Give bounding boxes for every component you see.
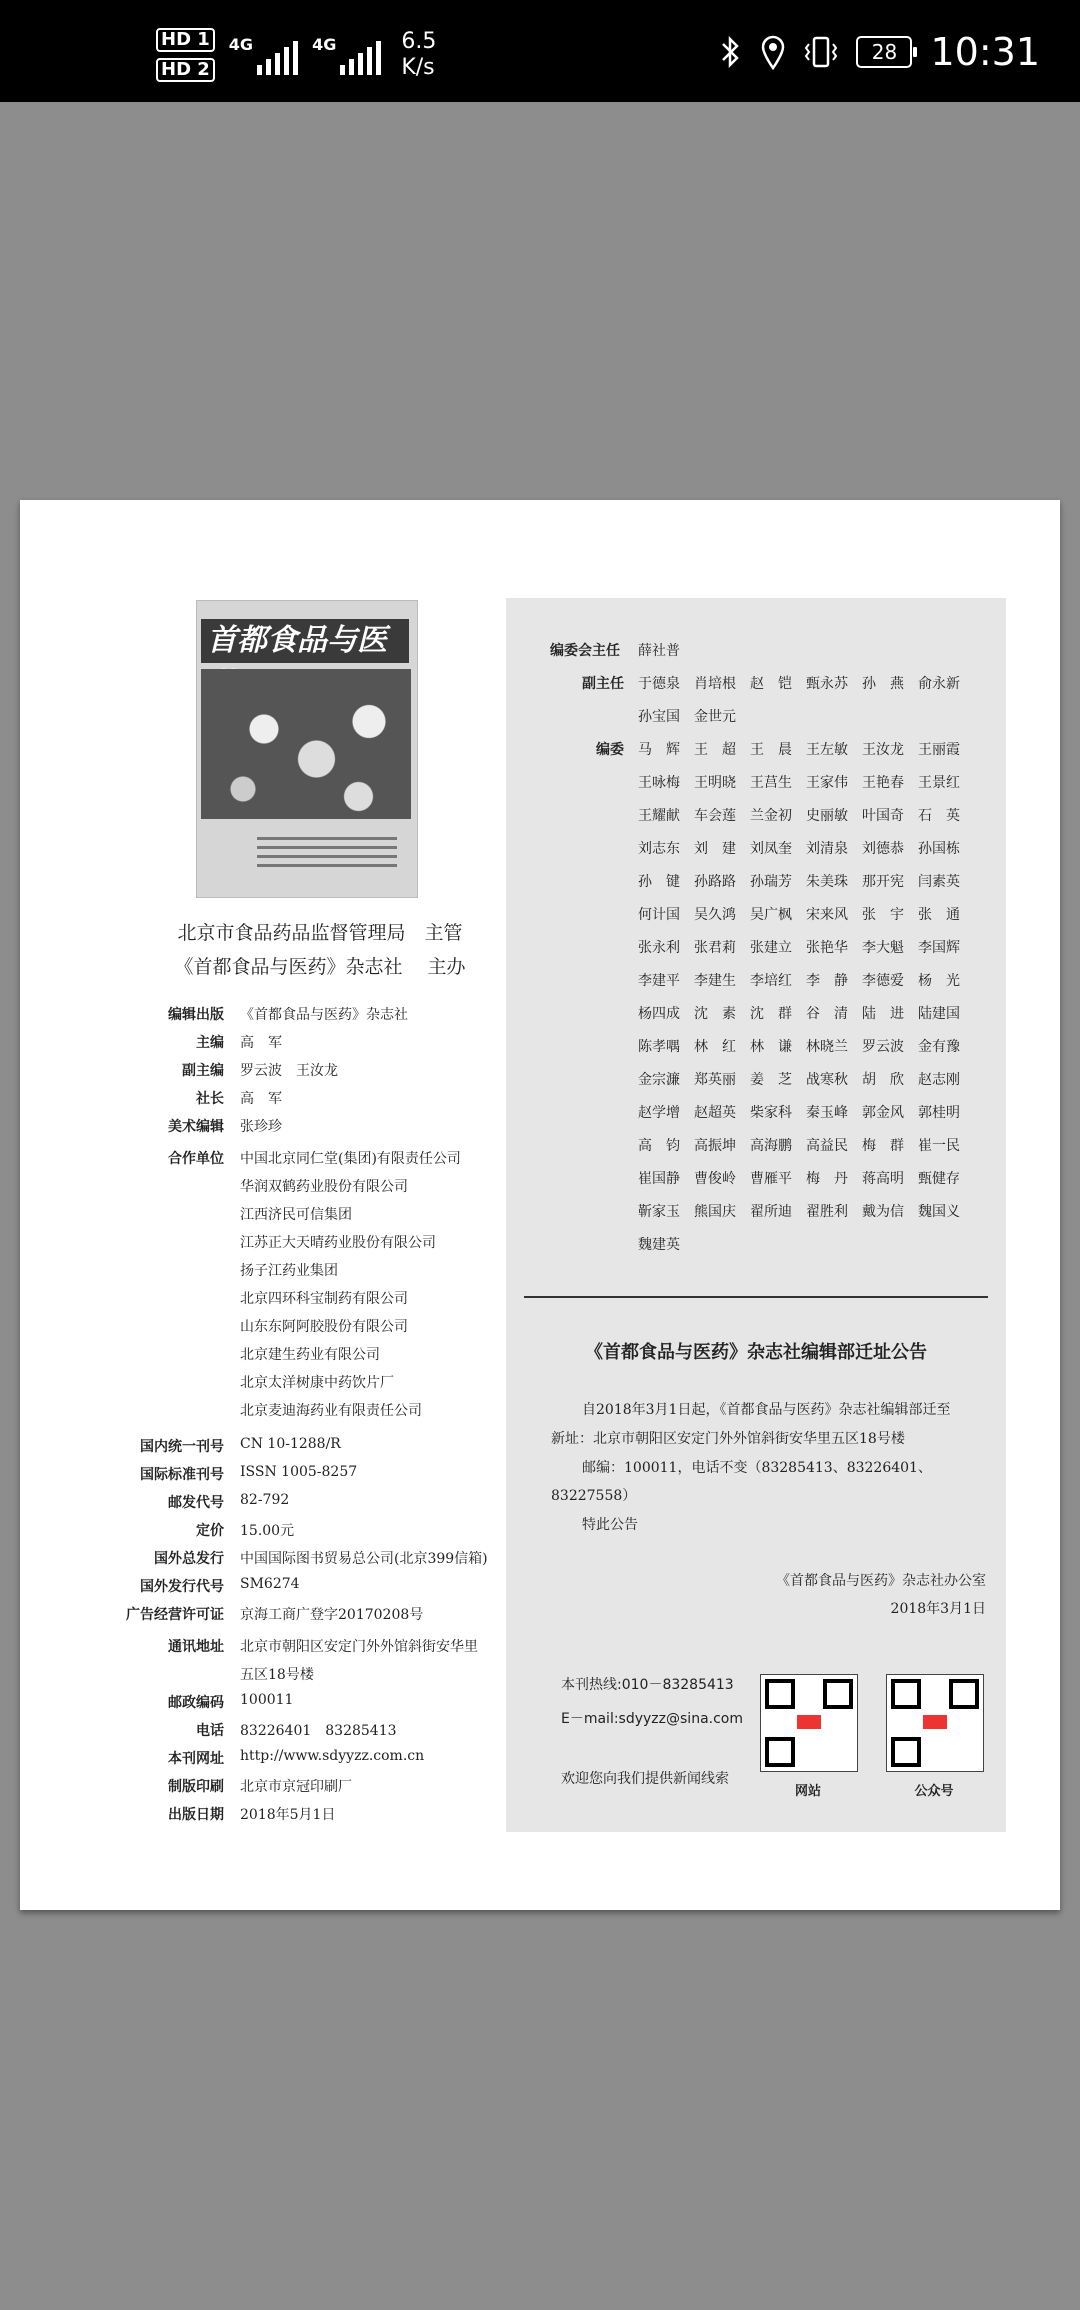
network-2-label: 4G bbox=[312, 35, 337, 54]
info-value: SM6274 bbox=[240, 1576, 300, 1592]
publisher-line-2: 《首都食品与医药》杂志社 主办 bbox=[174, 956, 466, 978]
notice-line: 83227558） bbox=[551, 1488, 637, 1504]
website-qr-code[interactable] bbox=[760, 1674, 858, 1772]
info-value: 《首都食品与医药》杂志社 bbox=[240, 1007, 408, 1023]
info-value: http://www.sdyyzz.com.cn bbox=[240, 1748, 425, 1764]
notice-signoff-org: 《首都食品与医药》杂志社办公室 bbox=[776, 1573, 986, 1589]
info-key: 社长 bbox=[196, 1091, 224, 1107]
notice-title: 《首都食品与医药》杂志社编辑部迁址公告 bbox=[585, 1342, 927, 1363]
wechat-qr-code[interactable] bbox=[886, 1674, 984, 1772]
editorial-member-row: 高 钧 高振坤 高海鹏 高益民 梅 群 崔一民 bbox=[638, 1138, 960, 1154]
notice-line: 新址：北京市朝阳区安定门外外馆斜街安华里五区18号楼 bbox=[551, 1431, 905, 1447]
info-key: 通讯地址 bbox=[168, 1639, 224, 1655]
editorial-member-row: 刘志东 刘 建 刘凤奎 刘清泉 刘德恭 孙国栋 bbox=[638, 841, 960, 857]
info-value: ISSN 1005-8257 bbox=[240, 1464, 358, 1480]
info-value: 张珍珍 bbox=[240, 1119, 282, 1135]
notice-signoff-date: 2018年3月1日 bbox=[890, 1601, 986, 1617]
editorial-member-row: 王咏梅 王明晓 王莒生 王家伟 王艳春 王景红 bbox=[638, 775, 960, 791]
deputy-row: 于德泉 肖培根 赵 铠 甄永苏 孙 燕 俞永新 bbox=[638, 676, 960, 692]
info-value: 华润双鹤药业股份有限公司 bbox=[240, 1179, 408, 1195]
hotline: 本刊热线:010－83285413 bbox=[561, 1677, 734, 1693]
battery-icon: 28 bbox=[856, 36, 912, 68]
status-bar bbox=[0, 0, 1080, 102]
info-value: CN 10-1288/R bbox=[240, 1436, 341, 1452]
info-value: 北京四环科宝制药有限公司 bbox=[240, 1291, 408, 1307]
info-key: 邮发代号 bbox=[168, 1495, 224, 1511]
hd1-indicator: HD 1 bbox=[156, 28, 215, 52]
editorial-member-row: 马 辉 王 超 王 晨 王左敏 王汝龙 王丽霞 bbox=[638, 742, 960, 758]
welcome-text: 欢迎您向我们提供新闻线索 bbox=[561, 1771, 729, 1787]
info-value: 扬子江药业集团 bbox=[240, 1263, 338, 1279]
info-value: 江苏正大天晴药业股份有限公司 bbox=[240, 1235, 436, 1251]
director-name: 薛社普 bbox=[638, 643, 680, 659]
editorial-member-row: 何计国 吴久鸿 吴广枫 宋来风 张 宇 张 通 bbox=[638, 907, 960, 923]
info-value: 82-792 bbox=[240, 1492, 290, 1508]
email: E－mail:sdyyzz@sina.com bbox=[561, 1711, 743, 1727]
divider bbox=[524, 1296, 988, 1298]
info-value: 2018年5月1日 bbox=[240, 1807, 336, 1823]
info-value: 北京太洋树康中药饮片厂 bbox=[240, 1375, 394, 1391]
info-key: 国际标准刊号 bbox=[140, 1467, 224, 1483]
wechat-qr-caption: 公众号 bbox=[914, 1784, 954, 1799]
members-key: 编委 bbox=[596, 742, 624, 758]
editorial-member-row: 赵学增 赵超英 柴家科 秦玉峰 郭金风 郭桂明 bbox=[638, 1105, 960, 1121]
info-value: 中国北京同仁堂(集团)有限责任公司 bbox=[240, 1151, 461, 1167]
editorial-member-row: 靳家玉 熊国庆 翟所迪 翟胜利 戴为信 魏国义 bbox=[638, 1204, 960, 1220]
info-key: 国外总发行 bbox=[154, 1551, 224, 1567]
info-value: 北京市京冠印刷厂 bbox=[240, 1779, 352, 1795]
vibrate-icon bbox=[804, 34, 838, 70]
notice-line: 邮编：100011，电话不变（83285413、83226401、 bbox=[582, 1460, 932, 1476]
info-key: 国外发行代号 bbox=[140, 1579, 224, 1595]
deputy-row: 孙宝国 金世元 bbox=[638, 709, 736, 725]
info-value: 15.00元 bbox=[240, 1523, 295, 1539]
cover-text-lines bbox=[257, 837, 397, 873]
editorial-member-row: 金宗濂 郑英丽 姜 芝 战寒秋 胡 欣 赵志刚 bbox=[638, 1072, 960, 1088]
document-page bbox=[20, 500, 1060, 1910]
info-value: 罗云波 王汝龙 bbox=[240, 1063, 338, 1079]
deputy-key: 副主任 bbox=[582, 676, 624, 692]
info-key: 美术编辑 bbox=[168, 1119, 224, 1135]
info-value: 100011 bbox=[240, 1692, 294, 1708]
publisher-line-1: 北京市食品药品监督管理局 主管 bbox=[177, 922, 463, 944]
info-key: 广告经营许可证 bbox=[126, 1607, 224, 1623]
network-1-label: 4G bbox=[228, 35, 254, 54]
notice-line: 特此公告 bbox=[582, 1517, 638, 1533]
info-value: 北京市朝阳区安定门外外馆斜街安华里 bbox=[240, 1639, 478, 1655]
director-key: 编委会主任 bbox=[550, 643, 620, 659]
info-value: 五区18号楼 bbox=[240, 1667, 314, 1683]
website-qr-caption: 网站 bbox=[794, 1784, 821, 1799]
editorial-member-row: 魏建英 bbox=[638, 1237, 680, 1253]
info-value: 高 军 bbox=[240, 1091, 282, 1107]
editorial-member-row: 张永利 张君莉 张建立 张艳华 李大魁 李国辉 bbox=[638, 940, 960, 956]
editorial-member-row: 陈孝喁 林 红 林 谦 林晓兰 罗云波 金有豫 bbox=[638, 1039, 960, 1055]
info-key: 合作单位 bbox=[168, 1151, 224, 1167]
editorial-member-row: 孙 键 孙路路 孙瑞芳 朱美珠 那开宪 闫素英 bbox=[638, 874, 960, 890]
info-key: 定价 bbox=[196, 1523, 224, 1539]
cover-photo bbox=[201, 669, 411, 819]
info-value: 83226401 83285413 bbox=[240, 1723, 397, 1739]
info-value: 北京建生药业有限公司 bbox=[240, 1347, 380, 1363]
info-key: 出版日期 bbox=[168, 1807, 224, 1823]
info-key: 制版印刷 bbox=[168, 1779, 224, 1795]
info-key: 电话 bbox=[196, 1723, 224, 1739]
info-value: 中国国际图书贸易总公司(北京399信箱) bbox=[240, 1551, 488, 1567]
hd2-indicator: HD 2 bbox=[156, 58, 215, 82]
info-value: 京海工商广登字20170208号 bbox=[240, 1607, 424, 1623]
info-value: 江西济民可信集团 bbox=[240, 1207, 352, 1223]
magazine-cover-image bbox=[196, 600, 418, 898]
signal-2-icon bbox=[312, 35, 381, 75]
network-speed-value: 6.5 bbox=[401, 29, 437, 54]
editorial-member-row: 李建平 李建生 李培红 李 静 李德爱 杨 光 bbox=[638, 973, 960, 989]
editorial-panel bbox=[506, 598, 1006, 1832]
bluetooth-icon bbox=[720, 34, 742, 70]
editorial-member-row: 崔国静 曹俊岭 曹雁平 梅 丹 蒋高明 甄健存 bbox=[638, 1171, 960, 1187]
clock: 10:31 bbox=[930, 30, 1040, 74]
cover-masthead: 首都食品与医 bbox=[201, 619, 409, 663]
info-key: 副主编 bbox=[182, 1063, 224, 1079]
network-speed-unit: K/s bbox=[401, 55, 435, 80]
info-value: 北京麦迪海药业有限责任公司 bbox=[240, 1403, 422, 1419]
editorial-member-row: 王耀献 车会莲 兰金初 史丽敏 叶国奇 石 英 bbox=[638, 808, 960, 824]
signal-1-icon bbox=[229, 35, 298, 75]
info-key: 邮政编码 bbox=[168, 1695, 224, 1711]
info-key: 国内统一刊号 bbox=[140, 1439, 224, 1455]
info-value: 高 军 bbox=[240, 1035, 282, 1051]
info-key: 编辑出版 bbox=[168, 1007, 224, 1023]
info-key: 主编 bbox=[196, 1035, 224, 1051]
info-key: 本刊网址 bbox=[168, 1751, 224, 1767]
location-icon bbox=[760, 34, 786, 70]
info-value: 山东东阿阿胶股份有限公司 bbox=[240, 1319, 408, 1335]
notice-line: 自2018年3月1日起，《首都食品与医药》杂志社编辑部迁至 bbox=[582, 1402, 951, 1418]
editorial-member-row: 杨四成 沈 素 沈 群 谷 清 陆 进 陆建国 bbox=[638, 1006, 960, 1022]
